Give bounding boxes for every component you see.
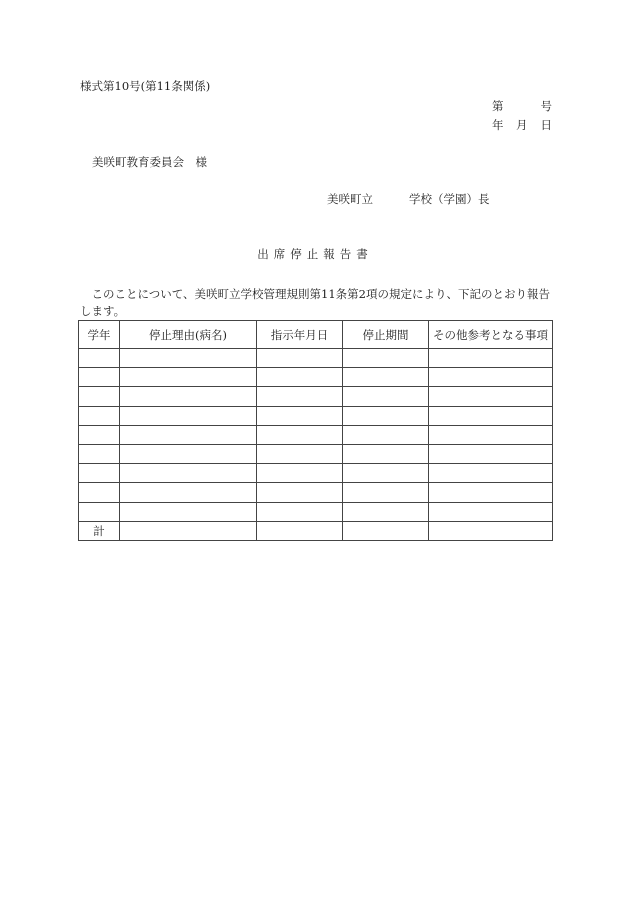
column-header-grade: 学年 (79, 321, 120, 349)
total-label: 計 (79, 521, 120, 540)
table-cell[interactable] (343, 502, 429, 521)
table-cell[interactable] (429, 502, 553, 521)
table-row (79, 368, 553, 387)
table-row (79, 425, 553, 444)
table-cell[interactable] (343, 464, 429, 483)
table-cell[interactable] (79, 368, 120, 387)
table-row (79, 444, 553, 463)
table-cell[interactable] (120, 521, 257, 540)
table-cell[interactable] (343, 483, 429, 502)
table-cell[interactable] (120, 502, 257, 521)
table-cell[interactable] (343, 349, 429, 368)
column-header-suspension-period: 停止期間 (343, 321, 429, 349)
table-cell[interactable] (257, 483, 343, 502)
column-header-instruction-date: 指示年月日 (257, 321, 343, 349)
table-cell[interactable] (429, 464, 553, 483)
table-cell[interactable] (257, 502, 343, 521)
table-row (79, 464, 553, 483)
table-row (79, 483, 553, 502)
sender (327, 192, 490, 206)
table-cell[interactable] (120, 368, 257, 387)
table-row (79, 502, 553, 521)
table-cell[interactable] (120, 349, 257, 368)
table-cell[interactable] (79, 349, 120, 368)
table-cell[interactable] (79, 425, 120, 444)
table-cell[interactable] (429, 425, 553, 444)
table-cell[interactable] (343, 387, 429, 406)
table-cell[interactable] (79, 502, 120, 521)
table-cell[interactable] (257, 349, 343, 368)
table-cell[interactable] (343, 521, 429, 540)
date-year: 年 (492, 118, 504, 132)
table-cell[interactable] (257, 444, 343, 463)
table-cell[interactable] (343, 444, 429, 463)
table-cell[interactable] (429, 483, 553, 502)
table-cell[interactable] (429, 521, 553, 540)
table-cell[interactable] (429, 444, 553, 463)
table-cell[interactable] (120, 406, 257, 425)
document-title: 出席停止報告書 (257, 247, 373, 261)
table-cell[interactable] (79, 464, 120, 483)
table-cell[interactable] (343, 406, 429, 425)
table-cell[interactable] (257, 464, 343, 483)
date-month: 月 (516, 118, 528, 132)
table-cell[interactable] (120, 464, 257, 483)
table-cell[interactable] (79, 483, 120, 502)
table-cell[interactable] (257, 387, 343, 406)
table-cell[interactable] (429, 349, 553, 368)
table-cell[interactable] (120, 483, 257, 502)
table-row (79, 349, 553, 368)
table-cell[interactable] (79, 387, 120, 406)
date-day: 日 (540, 118, 552, 132)
table-cell[interactable] (120, 387, 257, 406)
table-cell[interactable] (257, 425, 343, 444)
form-number: 様式第10号(第11条関係) (80, 79, 211, 93)
body-text: このことについて、美咲町立学校管理規則第11条第2項の規定により、下記のとおり報告します。 (80, 287, 550, 318)
sender-suffix: 学校（学園）長 (409, 192, 490, 206)
table-cell[interactable] (343, 368, 429, 387)
table-cell[interactable] (429, 406, 553, 425)
table-cell[interactable] (343, 425, 429, 444)
table-cell[interactable] (429, 368, 553, 387)
table-cell[interactable] (257, 406, 343, 425)
addressee: 美咲町教育委員会 様 (92, 155, 207, 169)
report-table (78, 320, 553, 541)
table-cell[interactable] (120, 425, 257, 444)
table-cell[interactable] (257, 368, 343, 387)
table-cell[interactable] (429, 387, 553, 406)
column-header-reason: 停止理由(病名) (120, 321, 257, 349)
doc-number-suffix: 号 (540, 99, 552, 113)
table-row (79, 387, 553, 406)
table-row (79, 406, 553, 425)
table-total-row (79, 521, 553, 540)
table-header-row (79, 321, 553, 349)
table-cell[interactable] (257, 521, 343, 540)
column-header-other-notes: その他参考となる事項 (429, 321, 553, 349)
doc-number-prefix: 第 (492, 99, 504, 113)
table-cell[interactable] (79, 406, 120, 425)
table-cell[interactable] (79, 444, 120, 463)
sender-prefix: 美咲町立 (327, 192, 373, 206)
table-cell[interactable] (120, 444, 257, 463)
